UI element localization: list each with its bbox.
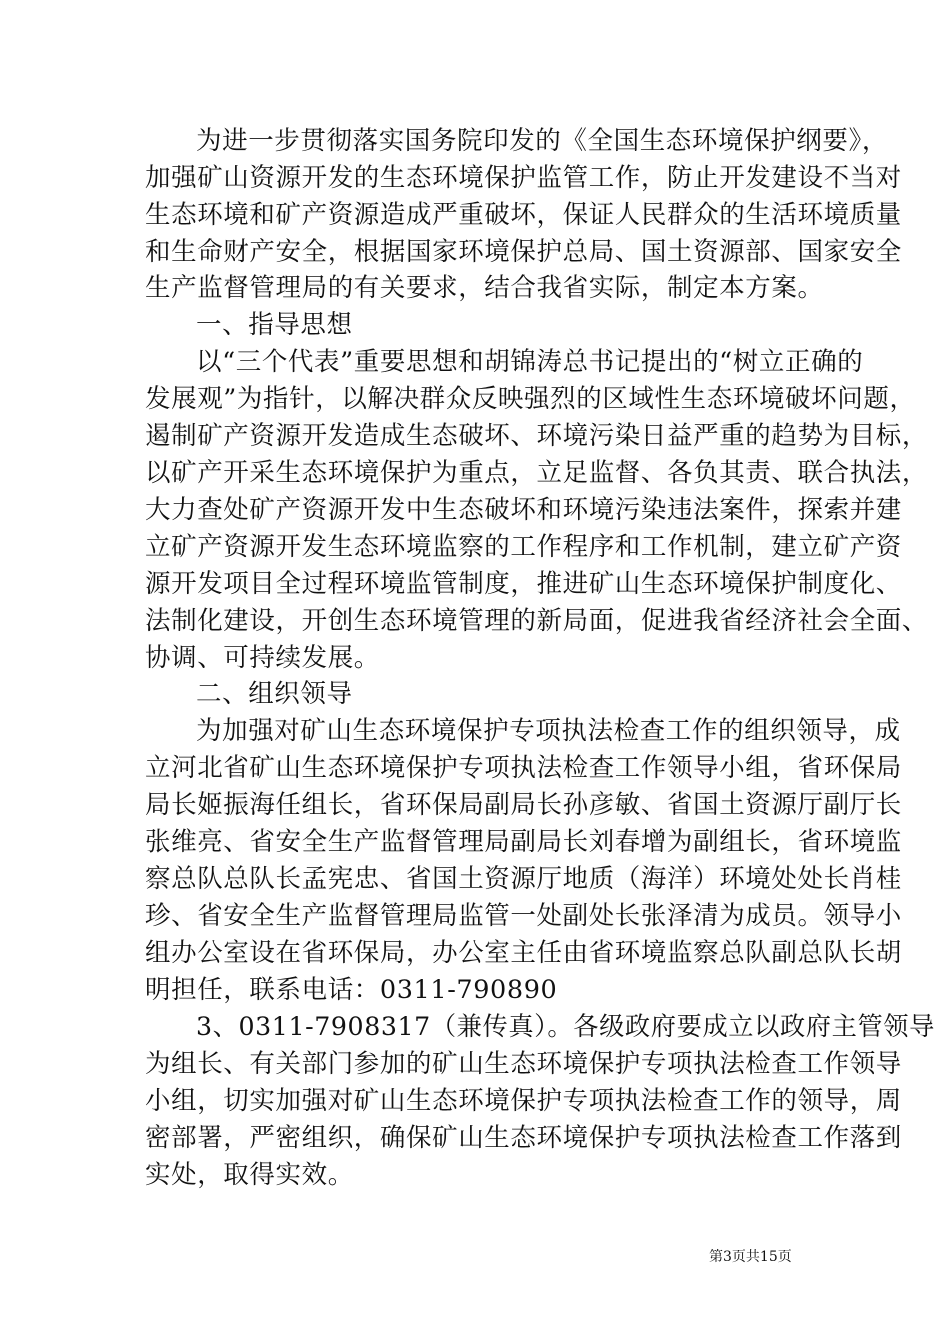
paragraph-line: 局长姬振海任组长，省环保局副局长孙彦敏、省国土资源厅副厅长 [145, 790, 902, 820]
paragraph-line: 3、0311-7908317（兼传真）。各级政府要成立以政府主管领导 [196, 1012, 936, 1042]
paragraph-line: 遏制矿产资源开发造成生态破坏、环境污染日益严重的趋势为目标， [145, 421, 929, 451]
paragraph-line: 立河北省矿山生态环境保护专项执法检查工作领导小组，省环保局 [145, 753, 902, 783]
paragraph-line: 立矿产资源开发生态环境监察的工作程序和工作机制，建立矿产资 [145, 532, 902, 562]
paragraph-line: 明担任，联系电话：0311-790890 [145, 975, 558, 1005]
section-heading: 一、指导思想 [196, 310, 353, 340]
paragraph-line: 法制化建设，开创生态环境管理的新局面，促进我省经济社会全面、 [145, 606, 929, 636]
page-number: 第3页共15页 [709, 1249, 792, 1265]
paragraph-line: 加强矿山资源开发的生态环境保护监管工作，防止开发建设不当对 [145, 163, 902, 193]
paragraph-line: 为加强对矿山生态环境保护专项执法检查工作的组织领导，成 [196, 716, 901, 746]
paragraph-line: 密部署，严密组织，确保矿山生态环境保护专项执法检查工作落到 [145, 1123, 902, 1153]
section-heading: 二、组织领导 [196, 679, 353, 709]
paragraph-line: 实处，取得实效。 [145, 1160, 354, 1190]
paragraph-line: 察总队总队长孟宪忠、省国土资源厅地质（海洋）环境处处长肖桂 [145, 864, 902, 894]
paragraph-line: 组办公室设在省环保局，办公室主任由省环境监察总队副总队长胡 [145, 938, 902, 968]
paragraph-line: 生产监督管理局的有关要求，结合我省实际，制定本方案。 [145, 273, 824, 303]
paragraph-line: 大力查处矿产资源开发中生态破坏和环境污染违法案件，探索并建 [145, 495, 902, 525]
paragraph-line: 发展观”为指针，以解决群众反映强烈的区域性生态环境破坏问题， [145, 384, 916, 414]
paragraph-line: 以矿产开采生态环境保护为重点，立足监督、各负其责、联合执法， [145, 458, 929, 488]
paragraph-line: 和生命财产安全，根据国家环境保护总局、国土资源部、国家安全 [145, 237, 902, 267]
paragraph-line: 为组长、有关部门参加的矿山生态环境保护专项执法检查工作领导 [145, 1049, 902, 1079]
paragraph-line: 协调、可持续发展。 [145, 643, 380, 673]
paragraph-line: 以“三个代表”重要思想和胡锦涛总书记提出的“树立正确的 [196, 347, 864, 377]
paragraph-line: 张维亮、省安全生产监督管理局副局长刘春增为副组长，省环境监 [145, 827, 902, 857]
paragraph-line: 珍、省安全生产监督管理局监管一处副处长张泽清为成员。领导小 [145, 901, 902, 931]
paragraph-line: 小组，切实加强对矿山生态环境保护专项执法检查工作的领导，周 [145, 1086, 902, 1116]
paragraph-line: 为进一步贯彻落实国务院印发的《全国生态环境保护纲要》， [196, 126, 888, 156]
paragraph-line: 生态环境和矿产资源造成严重破坏，保证人民群众的生活环境质量 [145, 200, 902, 230]
paragraph-line: 源开发项目全过程环境监管制度，推进矿山生态环境保护制度化、 [145, 569, 902, 599]
